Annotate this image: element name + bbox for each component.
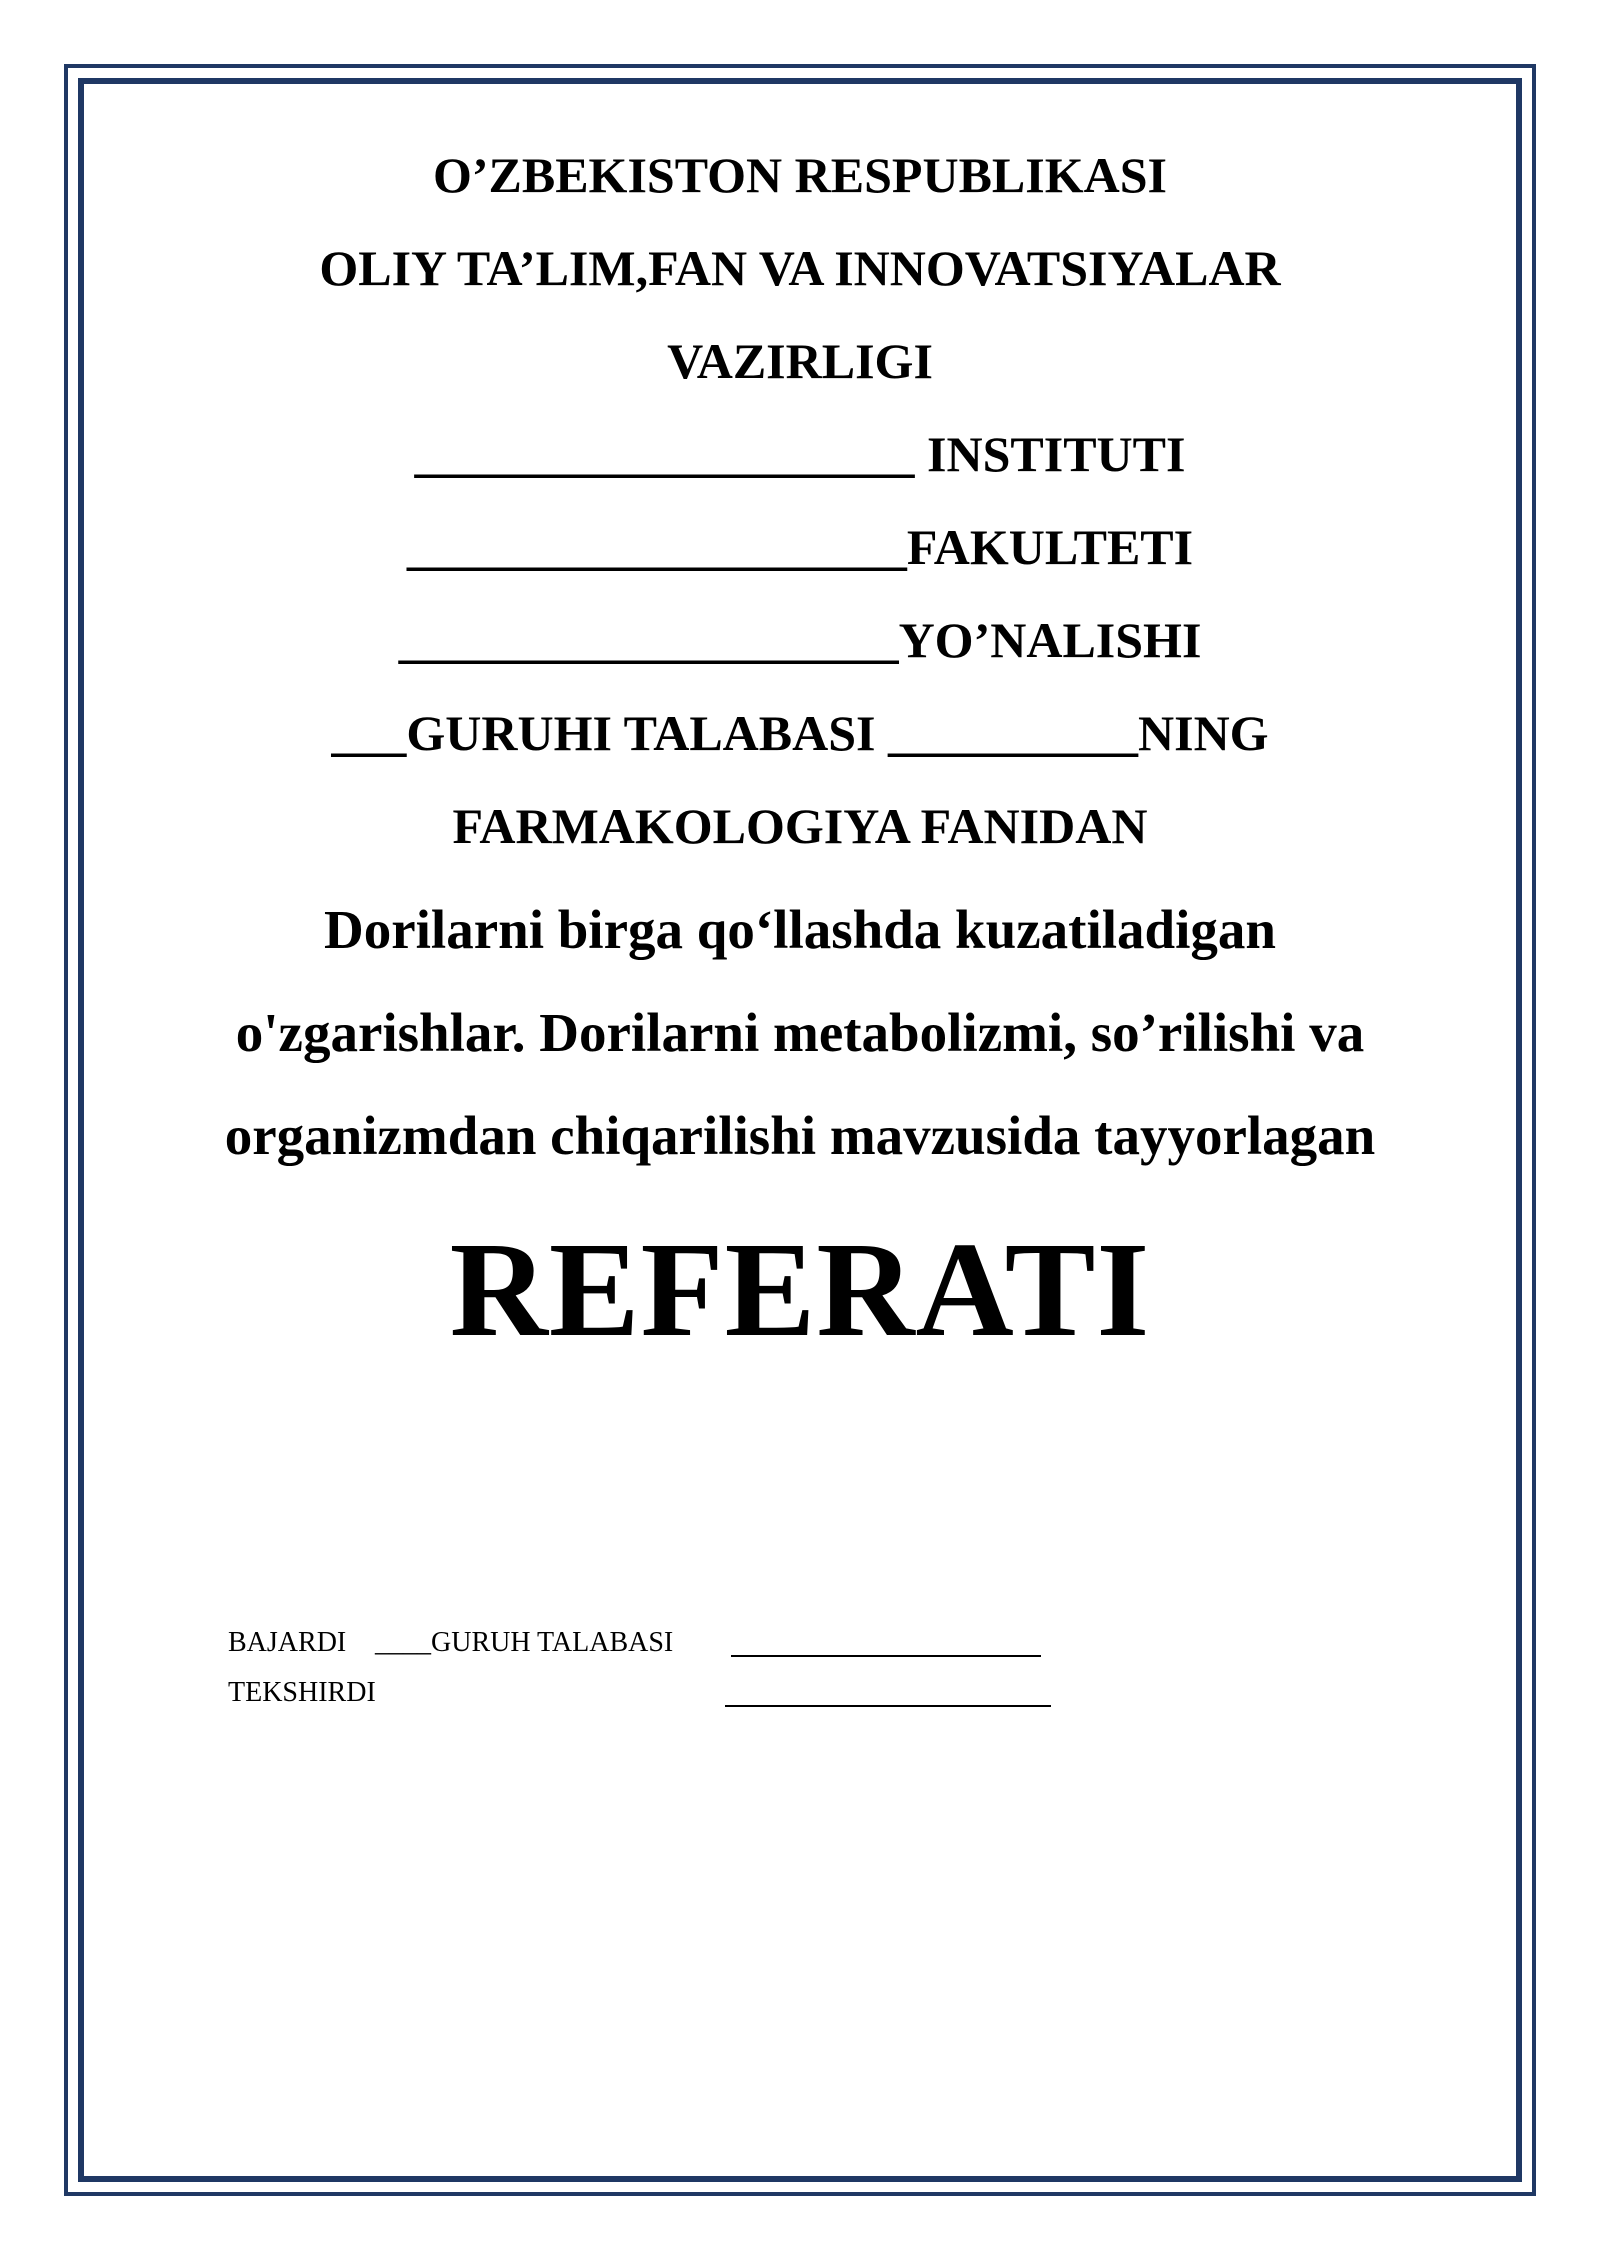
country-line: O’ZBEKISTON RESPUBLIKASI (432, 147, 1168, 203)
document-type-title: REFERATI (449, 1215, 1151, 1365)
ministry-line: OLIY TA’LIM,FAN VA INNOVATSIYALAR (319, 240, 1281, 296)
direction-line: ____________________YO’NALISHI (398, 612, 1202, 668)
faculty-line: ____________________FAKULTETI (406, 519, 1194, 575)
performed-label: BAJARDI (228, 1627, 347, 1658)
checked-label: TEKSHIRDI (228, 1677, 376, 1708)
ministry-line-cont: VAZIRLIGI (667, 333, 933, 389)
title-header (0, 147, 1600, 894)
topic-line: organizmdan chiqarilishi mavzusida tayyorlagan (224, 1105, 1376, 1166)
topic-line: Dorilarni birga qo‘llashda kuzatiladigan (324, 899, 1276, 960)
performed-signature-line (731, 1655, 1041, 1657)
checked-signature-line (725, 1705, 1051, 1707)
group-label: ____GURUH TALABASI (375, 1627, 674, 1658)
student-line: ___GURUHI TALABASI __________NING (331, 705, 1269, 761)
subject-line: FARMAKOLOGIYA FANIDAN (452, 798, 1148, 854)
topic-block (0, 899, 1600, 1211)
institute-line: ____________________ INSTITUTI (414, 426, 1186, 482)
topic-line: o'zgarishlar. Dorilarni metabolizmi, so’rilishi va (235, 1002, 1365, 1063)
